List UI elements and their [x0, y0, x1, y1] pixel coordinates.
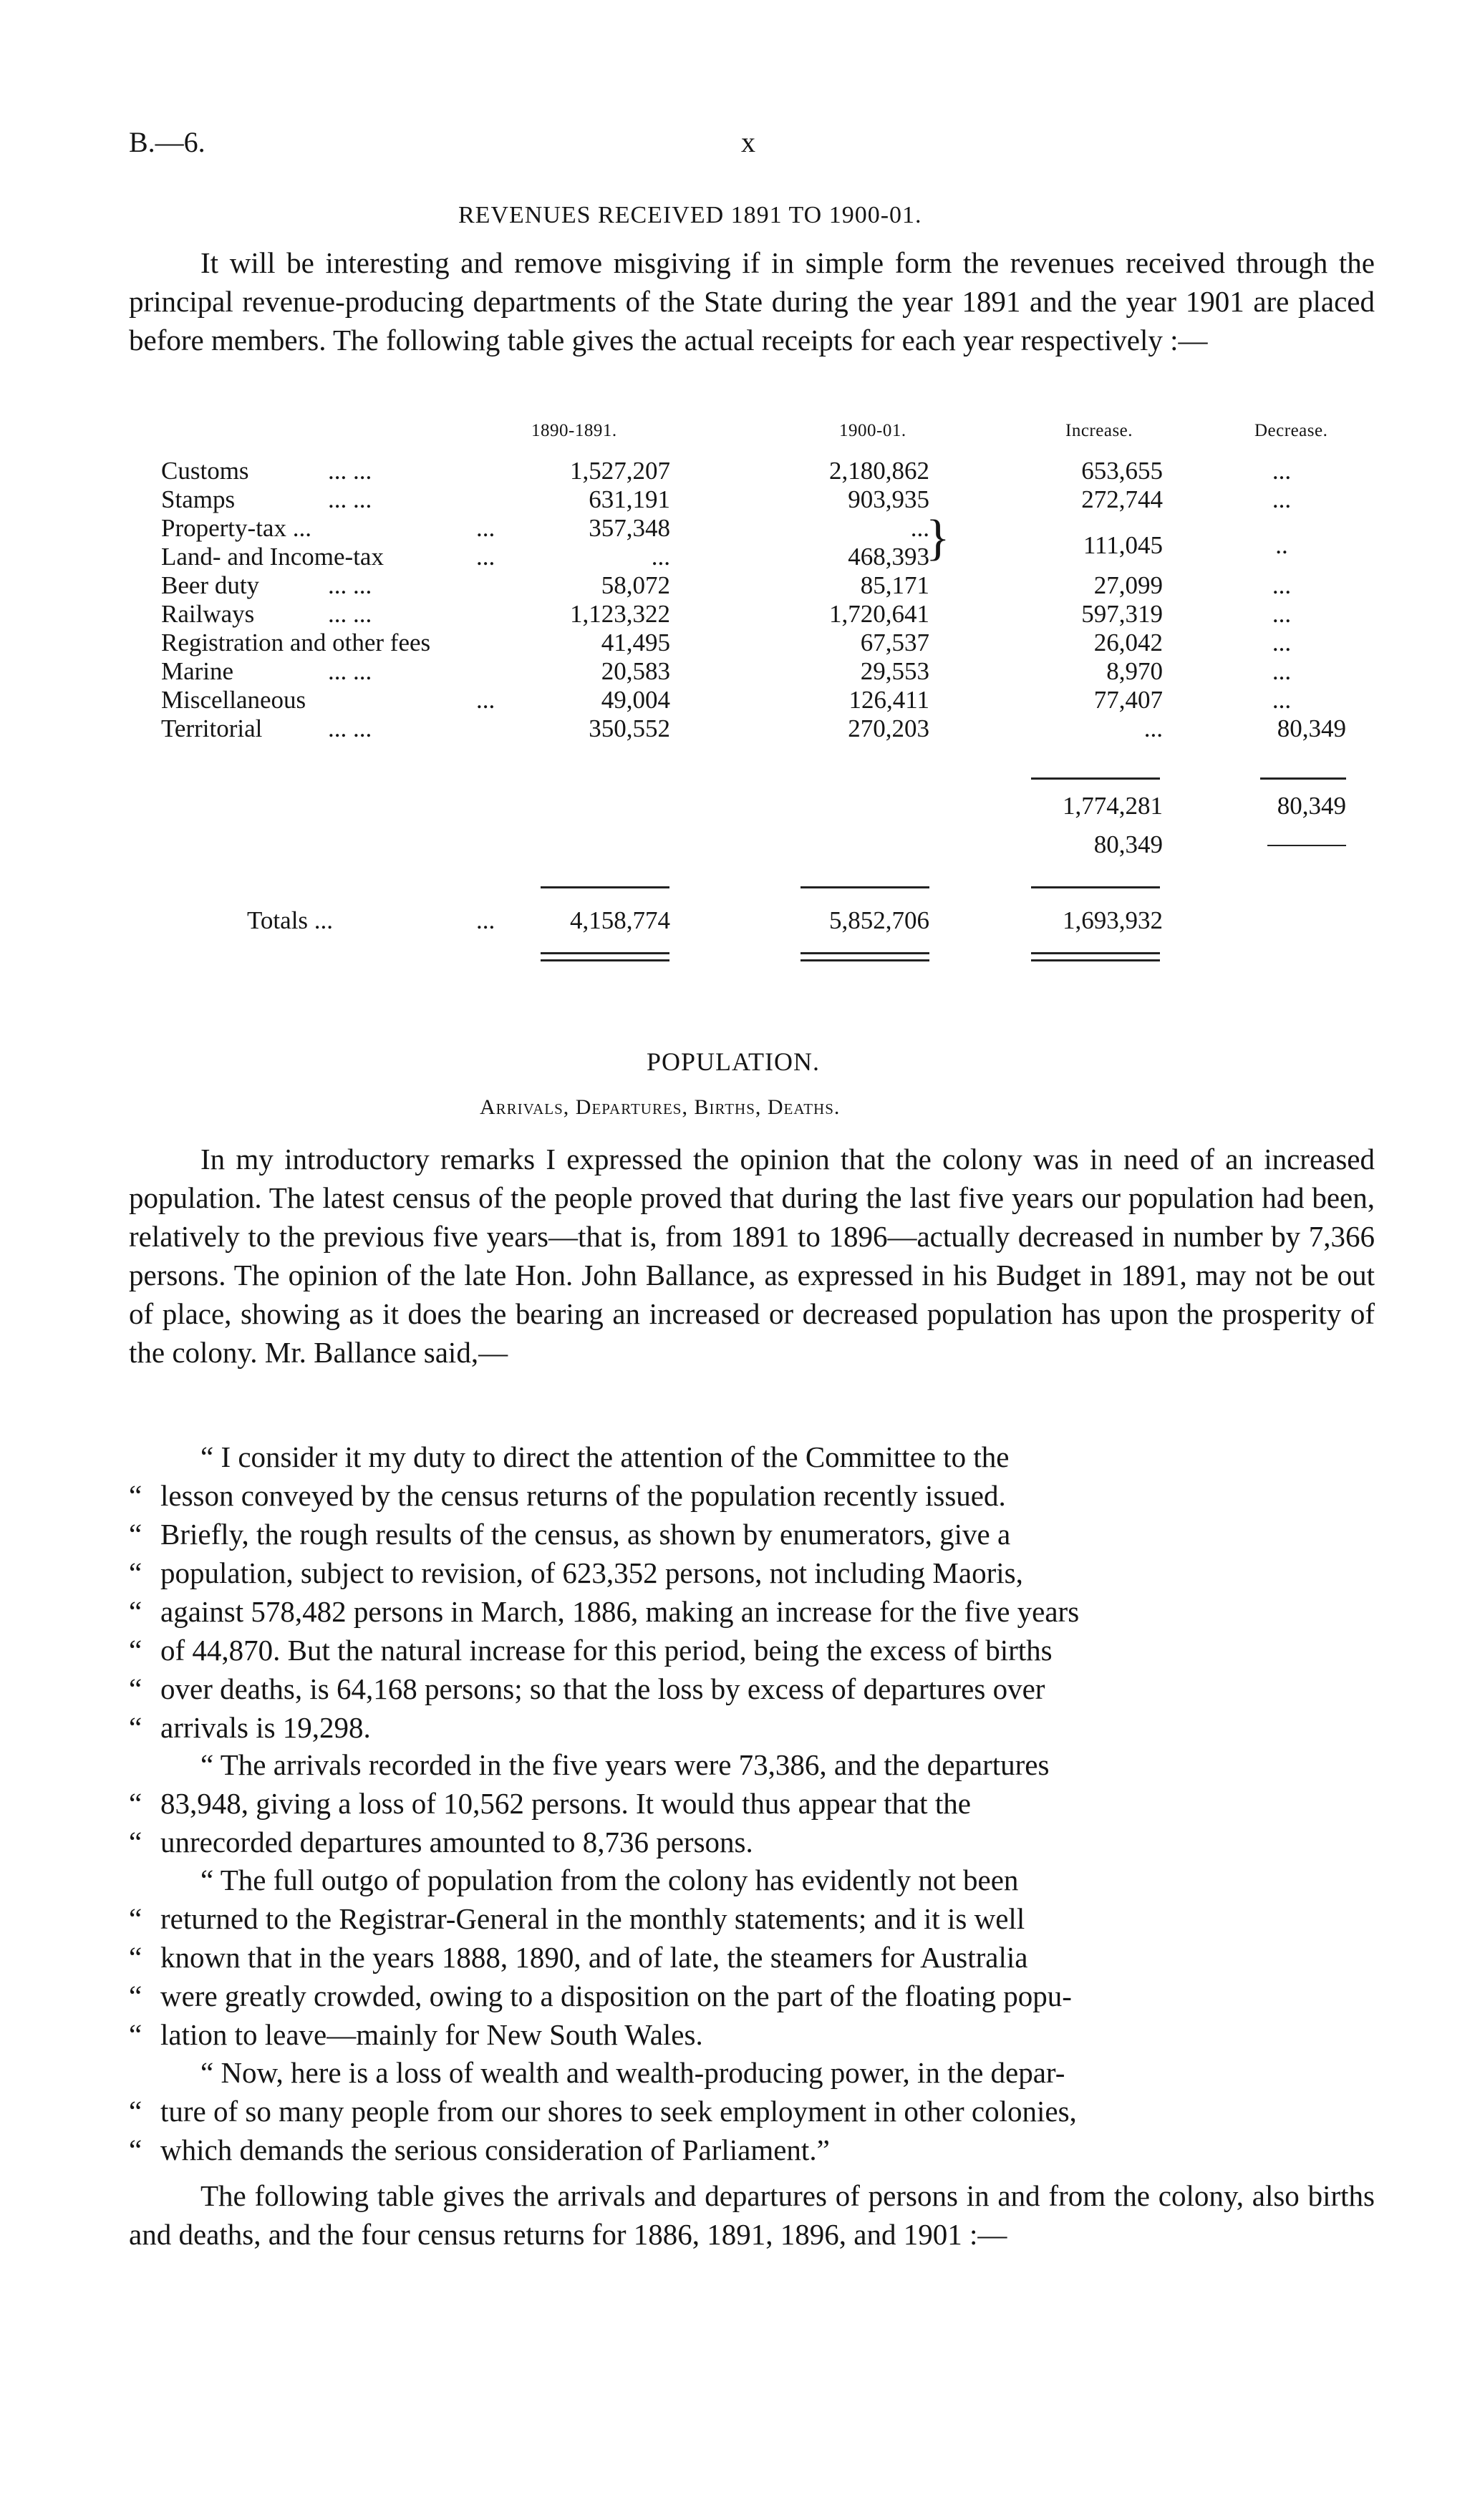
row-increase: 77,407: [1093, 686, 1163, 714]
double-rule-1891-b: [541, 959, 669, 961]
quote-text: lation to leave—mainly for New South Wales.: [160, 2018, 703, 2051]
row-1891: 41,495: [601, 629, 670, 656]
row-dots: ...: [476, 514, 495, 542]
row-1901: 85,171: [860, 571, 929, 599]
row-1901: 270,203: [848, 714, 929, 742]
double-rule-1901-b: [801, 959, 929, 961]
quote-mark: “: [129, 1479, 142, 1512]
row-label: Territorial: [161, 714, 263, 742]
quote-mark: “: [129, 1672, 142, 1705]
population-subtitle: Arrivals, Departures, Births, Deaths.: [480, 1095, 841, 1119]
quote-text: of 44,870. But the natural increase for this period, being the excess of births: [160, 1634, 1053, 1667]
row-1891: 631,191: [589, 485, 670, 513]
row-decrease: ...: [1272, 629, 1292, 656]
row-dots: ...: [476, 686, 495, 714]
row-1891: 1,527,207: [570, 457, 670, 485]
subtotal-rule-increase: [1031, 777, 1160, 780]
row-decrease: ...: [1272, 657, 1292, 685]
row-increase: ...: [1143, 714, 1163, 742]
quote-line: [129, 1977, 1375, 2015]
double-rule-1901-a: [801, 952, 929, 954]
row-dots: ... ...: [328, 714, 372, 742]
quote-text: population, subject to revision, of 623,352 persons, not including Maoris,: [160, 1556, 1023, 1589]
subtotal-increase: 1,774,281: [1063, 792, 1163, 820]
row-label: Land- and Income-tax: [161, 543, 384, 571]
quote-line: [129, 1784, 1375, 1823]
quote-mark: “: [129, 1634, 142, 1667]
quote-text: returned to the Registrar-General in the monthly statements; and it is well: [160, 1902, 1025, 1935]
quote-line: [129, 1631, 1375, 1670]
row-1901: 1,720,641: [829, 600, 929, 628]
col-header-1901: 1900-01.: [839, 421, 906, 440]
row-1891: 20,583: [601, 657, 670, 685]
decrease-closing-rule: [1267, 845, 1346, 846]
population-title: POPULATION.: [647, 1047, 821, 1076]
row-label: Miscellaneous: [161, 686, 306, 714]
row-1901: 468,393: [848, 543, 929, 571]
quote-line: [129, 1592, 1375, 1631]
quote-text: arrivals is 19,298.: [160, 1711, 371, 1744]
revenues-intro: It will be interesting and remove misgiving if in simple form the revenues received through the principal revenue-producing departments of the State during the year 1891 and the year 1901 are placed before members. The following table gives the actual receipts for each year respectively :—: [129, 246, 1375, 357]
property-land-decrease: ..: [1275, 531, 1288, 559]
quote-text: ture of so many people from our shores to seek employment in other colonies,: [160, 2095, 1077, 2128]
quote-mark: “: [129, 2095, 142, 2128]
quote-mark: “: [129, 1979, 142, 2012]
row-1901: 2,180,862: [829, 457, 929, 485]
quote-line: [129, 2015, 1375, 2054]
row-dots: ... ...: [328, 457, 372, 485]
less-decrease: 80,349: [1093, 830, 1163, 858]
subtotal-decrease: 80,349: [1277, 792, 1346, 820]
row-1901: ...: [910, 514, 929, 542]
property-land-increase: 111,045: [1083, 531, 1163, 559]
quote-line: [129, 1670, 1375, 1708]
population-para-2: The following table gives the arrivals and departures of persons in and from the colony, also births and deaths, and the four census returns for 1886, 1891, 1896, and 1901 :—: [129, 2179, 1375, 2251]
quote-mark: “: [129, 1595, 142, 1628]
quote-mark: “: [129, 1518, 142, 1551]
col-header-increase: Increase.: [1065, 421, 1133, 440]
row-dots: ... ...: [328, 571, 372, 599]
row-label: Beer duty: [161, 571, 260, 599]
page-number: x: [741, 126, 755, 158]
row-dots: ... ...: [328, 600, 372, 628]
quote-line: [129, 1476, 1375, 1515]
row-1901: 903,935: [848, 485, 929, 513]
total-net: 1,693,932: [1063, 906, 1163, 934]
col-header-1891: 1890-1891.: [531, 421, 617, 440]
row-1901: 67,537: [860, 629, 929, 656]
page-ref: B.—6.: [129, 126, 205, 158]
revenues-title: REVENUES RECEIVED 1891 TO 1900-01.: [458, 202, 922, 228]
row-dots: ...: [476, 543, 495, 571]
row-increase: 653,655: [1081, 457, 1163, 485]
row-label: Marine: [161, 657, 234, 685]
totals-label: Totals ...: [247, 906, 334, 934]
quote-text: known that in the years 1888, 1890, and of late, the steamers for Australia: [160, 1941, 1028, 1974]
row-decrease: ...: [1272, 571, 1292, 599]
row-increase: 272,744: [1081, 485, 1163, 513]
quote-text: were greatly crowded, owing to a disposition on the part of the floating popu-: [160, 1979, 1072, 2012]
row-1891: 350,552: [589, 714, 670, 742]
quote-line: “ The arrivals recorded in the five years were 73,386, and the departures: [200, 1748, 1050, 1781]
double-rule-net-a: [1031, 952, 1160, 954]
quote-text: lesson conveyed by the census returns of the population recently issued.: [160, 1479, 1006, 1512]
row-decrease: 80,349: [1277, 714, 1346, 742]
row-1901: 126,411: [848, 686, 929, 714]
quote-mark: “: [129, 2133, 142, 2166]
row-label: Property-tax ...: [161, 514, 311, 542]
quote-mark: “: [129, 2018, 142, 2051]
double-rule-1891-a: [541, 952, 669, 954]
quote-text: 83,948, giving a loss of 10,562 persons. It would thus appear that the: [160, 1787, 971, 1820]
quote-text: Briefly, the rough results of the census, as shown by enumerators, give a: [160, 1518, 1011, 1551]
total-rule-net: [1031, 886, 1160, 888]
double-rule-net-b: [1031, 959, 1160, 961]
row-label: Stamps: [161, 485, 236, 513]
quote-text: against 578,482 persons in March, 1886, making an increase for the five years: [160, 1595, 1080, 1628]
subtotal-rule-decrease: [1260, 777, 1346, 780]
quote-line: “ The full outgo of population from the colony has evidently not been: [200, 1864, 1019, 1896]
row-decrease: ...: [1272, 600, 1292, 628]
col-header-decrease: Decrease.: [1254, 421, 1328, 440]
row-1891: 1,123,322: [570, 600, 670, 628]
quote-mark: “: [129, 1941, 142, 1974]
totals-dots: ...: [476, 906, 495, 934]
row-1901: 29,553: [860, 657, 929, 685]
quote-line: [129, 1899, 1375, 1938]
row-increase: 8,970: [1106, 657, 1163, 685]
quote-line: [129, 1708, 1375, 1747]
row-1891: ...: [651, 543, 670, 571]
quote-line: [129, 2092, 1375, 2131]
quote-line: [129, 2131, 1375, 2169]
quote-line: “ I consider it my duty to direct the attention of the Committee to the: [200, 1440, 1010, 1473]
quote-line: [129, 1938, 1375, 1977]
row-1891: 357,348: [589, 514, 670, 542]
row-label: Railways: [161, 600, 255, 628]
row-dots: ... ...: [328, 657, 372, 685]
brace-right: }: [926, 510, 950, 566]
total-rule-1901: [801, 886, 929, 888]
quote-mark: “: [129, 1711, 142, 1744]
row-decrease: ...: [1272, 457, 1292, 485]
row-decrease: ...: [1272, 686, 1292, 714]
total-1891: 4,158,774: [570, 906, 670, 934]
quote-text: over deaths, is 64,168 persons; so that the loss by excess of departures over: [160, 1672, 1045, 1705]
row-dots: ... ...: [328, 485, 372, 513]
quote-mark: “: [129, 1787, 142, 1820]
total-1901: 5,852,706: [829, 906, 929, 934]
quote-text: which demands the serious consideration of Parliament.”: [160, 2133, 830, 2166]
quote-line: “ Now, here is a loss of wealth and wealth-producing power, in the depar-: [200, 2056, 1065, 2089]
population-para-1: In my introductory remarks I expressed the opinion that the colony was in need of an increased population. The latest census of the people proved that during the last five years our population had been, relatively to the previous five years—that is, from 1891 to 1896—actually decreased in number by 7,366 persons. The opinion of the late Hon. John Ballance, as expressed in his Budget in 1891, may not be out of place, showing as it does the bearing an increased or decreased population has upon the prosperity of the colony. Mr. Ballance said,—: [129, 1143, 1375, 1369]
quote-mark: “: [129, 1902, 142, 1935]
row-1891: 58,072: [601, 571, 670, 599]
row-increase: 27,099: [1093, 571, 1163, 599]
quote-mark: “: [129, 1556, 142, 1589]
quote-line: [129, 1554, 1375, 1592]
quote-line: [129, 1823, 1375, 1861]
row-increase: 26,042: [1093, 629, 1163, 656]
row-increase: 597,319: [1081, 600, 1163, 628]
total-rule-1891: [541, 886, 669, 888]
row-label: Registration and other fees: [161, 629, 431, 656]
row-decrease: ...: [1272, 485, 1292, 513]
row-1891: 49,004: [601, 686, 670, 714]
row-label: Customs: [161, 457, 249, 485]
quote-line: [129, 1515, 1375, 1554]
quote-text: unrecorded departures amounted to 8,736 persons.: [160, 1826, 753, 1858]
quote-mark: “: [129, 1826, 142, 1858]
